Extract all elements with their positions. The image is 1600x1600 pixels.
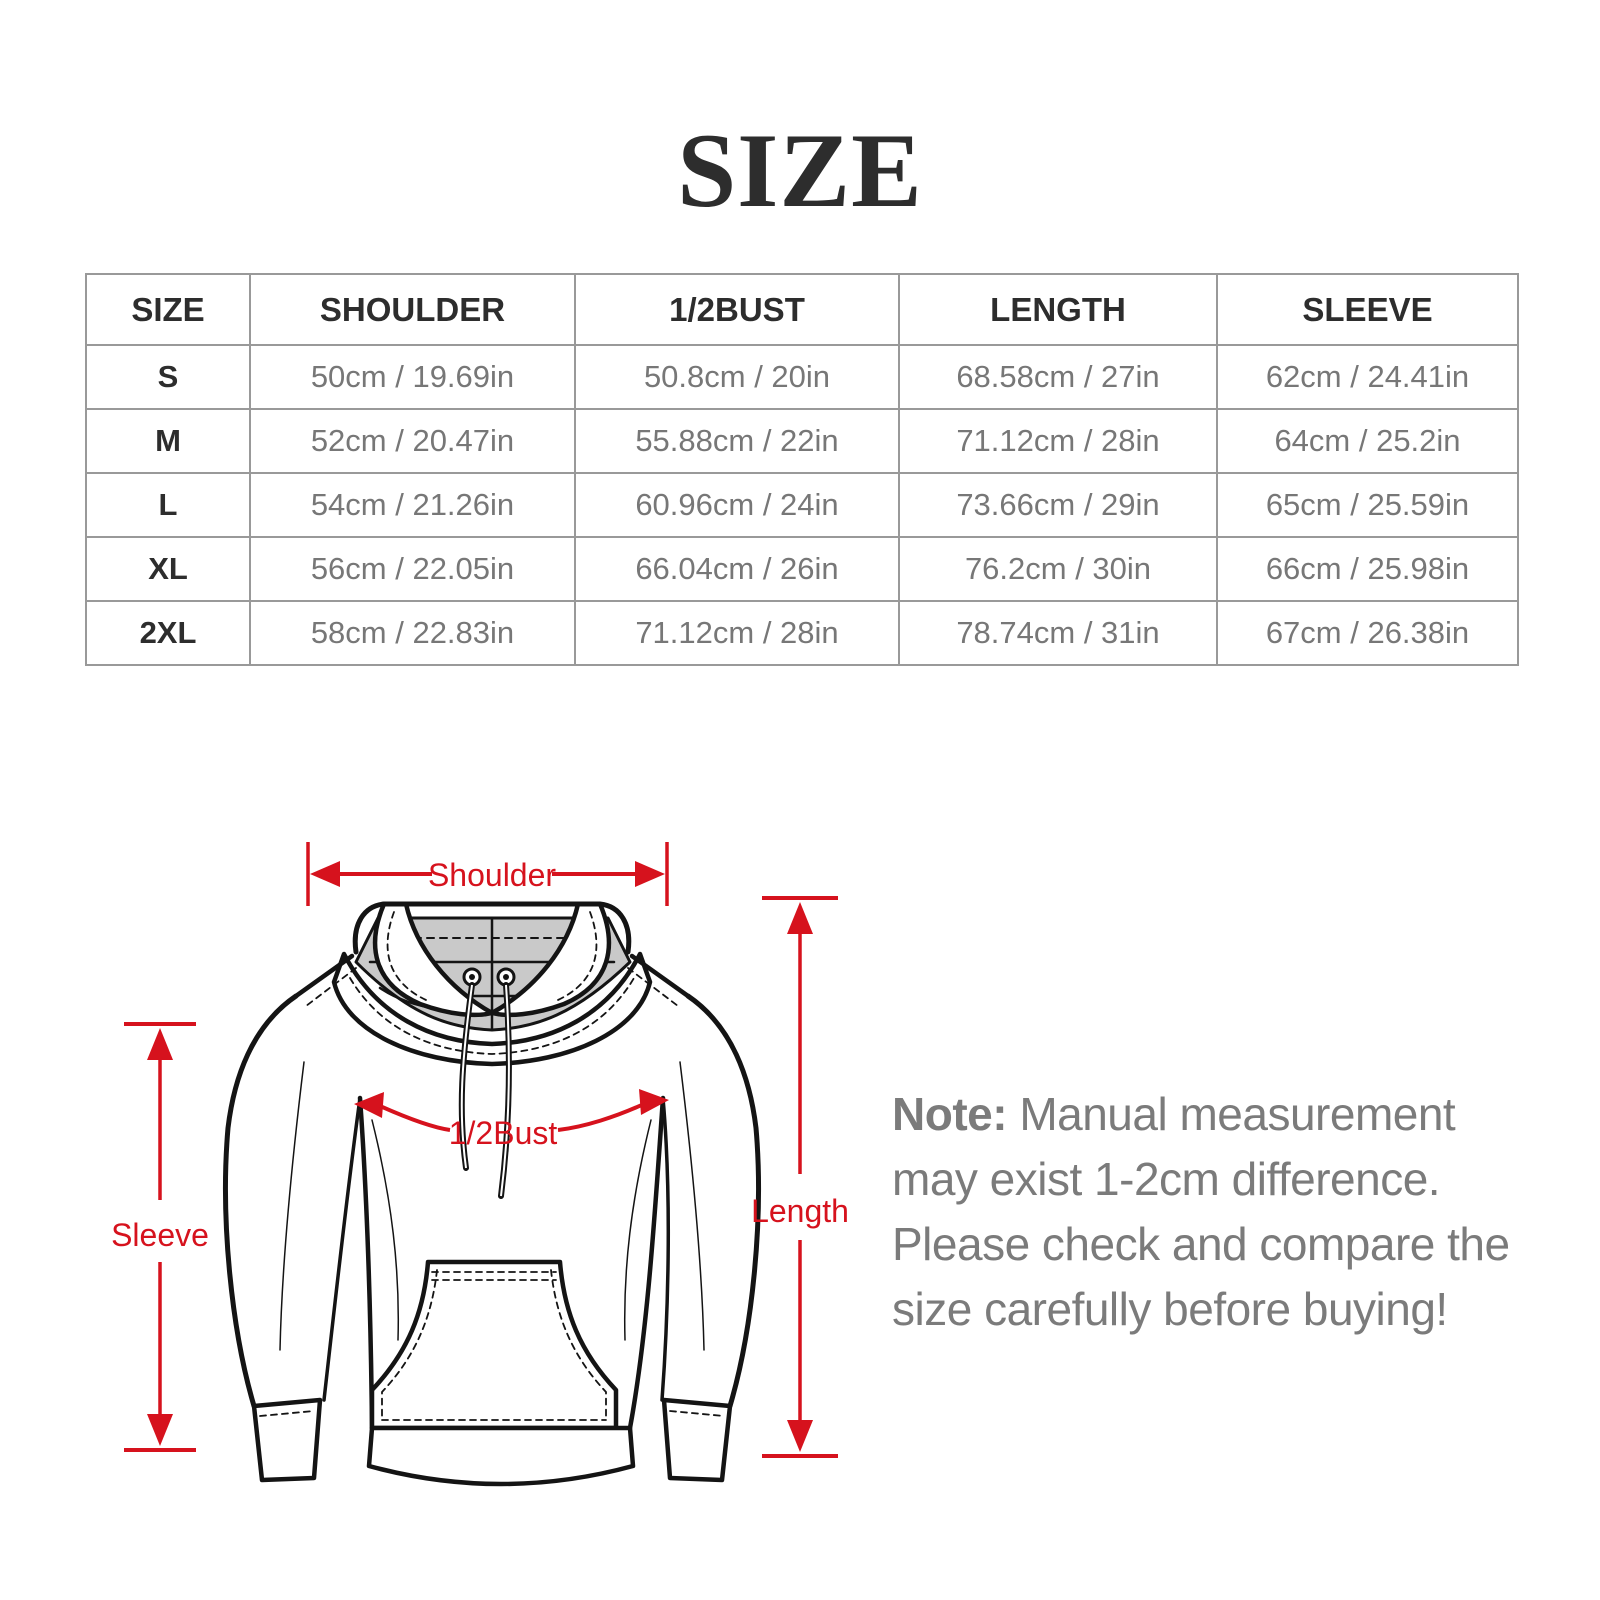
length-cell: 78.74cm / 31in — [899, 601, 1217, 665]
sleeve-cell: 62cm / 24.41in — [1217, 345, 1518, 409]
hem-band — [369, 1428, 633, 1484]
length-cell: 76.2cm / 30in — [899, 537, 1217, 601]
grommet-left-hole — [469, 974, 475, 980]
halfbust-cell: 55.88cm / 22in — [575, 409, 899, 473]
page-title: SIZE — [677, 112, 923, 229]
size-cell: 2XL — [86, 601, 250, 665]
bust-dim-line — [558, 1103, 646, 1130]
hoodie-drawing — [226, 904, 759, 1484]
sleeve-crease-left — [280, 1062, 304, 1350]
length-cell: 73.66cm / 29in — [899, 473, 1217, 537]
col-header-size: SIZE — [86, 274, 250, 345]
kangaroo-pocket — [372, 1262, 616, 1428]
chest-crease-left — [372, 1120, 398, 1340]
note-text — [892, 1082, 1540, 1342]
dimension-length — [751, 898, 849, 1456]
dimension-shoulder — [308, 842, 667, 906]
col-header-length: LENGTH — [899, 274, 1217, 345]
col-header-halfbust: 1/2BUST — [575, 274, 899, 345]
length-arrowhead-top — [787, 902, 813, 934]
shoulder-cell: 56cm / 22.05in — [250, 537, 575, 601]
length-cell: 68.58cm / 27in — [899, 345, 1217, 409]
halfbust-cell: 50.8cm / 20in — [575, 345, 899, 409]
sleeve-label: Sleeve — [111, 1217, 209, 1253]
note-prefix: Note: — [892, 1088, 1008, 1140]
halfbust-cell: 60.96cm / 24in — [575, 473, 899, 537]
half-bust-label: 1/2Bust — [448, 1115, 558, 1151]
sleeve-cell: 66cm / 25.98in — [1217, 537, 1518, 601]
sleeve-inner-right — [662, 1098, 668, 1400]
size-cell: M — [86, 409, 250, 473]
grommet-right-hole — [503, 974, 509, 980]
sleeve-cell: 67cm / 26.38in — [1217, 601, 1518, 665]
size-cell: L — [86, 473, 250, 537]
col-header-sleeve: SLEEVE — [1217, 274, 1518, 345]
note-body: Manual measurement may exist 1-2cm difference. Please check and compare the size carefully before buying! — [892, 1088, 1510, 1335]
sleeve-outer-right — [688, 996, 758, 1406]
dimension-sleeve — [111, 1024, 209, 1450]
length-arrowhead-bottom — [787, 1420, 813, 1452]
halfbust-cell: 66.04cm / 26in — [575, 537, 899, 601]
torso-side-left — [360, 1098, 372, 1428]
size-cell: XL — [86, 537, 250, 601]
shoulder-arrowhead-left — [310, 861, 340, 887]
bust-dim-line — [380, 1106, 450, 1130]
sleeve-arrowhead-bottom — [147, 1414, 173, 1446]
size-cell: S — [86, 345, 250, 409]
sleeve-inner-left — [324, 1098, 360, 1400]
shoulder-cell: 50cm / 19.69in — [250, 345, 575, 409]
shoulder-cell: 54cm / 21.26in — [250, 473, 575, 537]
sleeve-cell: 65cm / 25.59in — [1217, 473, 1518, 537]
dimension-half-bust — [354, 1089, 669, 1151]
sleeve-outer-left — [226, 996, 296, 1406]
col-header-shoulder: SHOULDER — [250, 274, 575, 345]
length-label: Length — [751, 1193, 849, 1229]
sleeve-cell: 64cm / 25.2in — [1217, 409, 1518, 473]
length-cell: 71.12cm / 28in — [899, 409, 1217, 473]
shoulder-label: Shoulder — [427, 857, 557, 893]
sleeve-crease-right — [680, 1062, 704, 1350]
sleeve-arrowhead-top — [147, 1028, 173, 1060]
shoulder-cell: 58cm / 22.83in — [250, 601, 575, 665]
torso-side-right — [630, 1098, 663, 1428]
shoulder-cell: 52cm / 20.47in — [250, 409, 575, 473]
halfbust-cell: 71.12cm / 28in — [575, 601, 899, 665]
shoulder-arrowhead-right — [635, 861, 665, 887]
